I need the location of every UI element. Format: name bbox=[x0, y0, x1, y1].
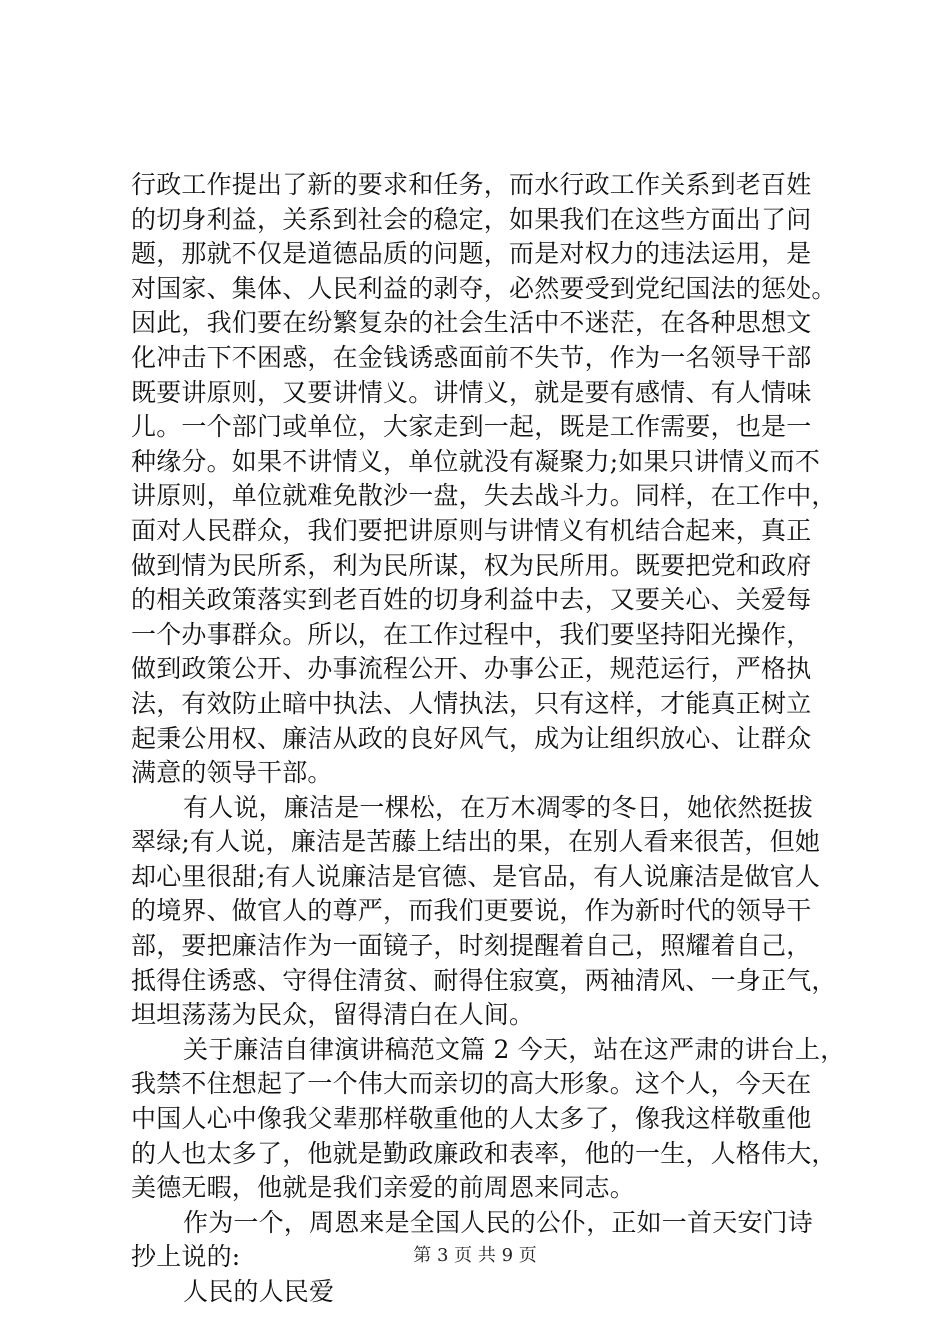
text-line: 有人说，廉洁是一棵松，在万木凋零的冬日，她依然挺拔 bbox=[183, 792, 814, 822]
text-line: 作为一个，周恩来是全国人民的公仆，正如一首天安门诗 bbox=[183, 1207, 814, 1237]
text-line: 人民的人民爱 bbox=[183, 1277, 335, 1306]
text-line: 化冲击下不困惑，在金钱诱惑面前不失节，作为一名领导干部 bbox=[131, 342, 812, 372]
text-line: 题，那就不仅是道德品质的问题，而是对权力的违法运用，是 bbox=[131, 239, 812, 269]
text-line: 法，有效防止暗中执法、人情执法，只有这样，才能真正树立 bbox=[131, 688, 812, 718]
text-line: 的人也太多了，他就是勤政廉政和表率，他的一生，人格伟大， bbox=[131, 1138, 837, 1168]
text-line: 美德无暇，他就是我们亲爱的前周恩来同志。 bbox=[131, 1173, 636, 1203]
text-line: 一个办事群众。所以，在工作过程中，我们要坚持阳光操作， bbox=[131, 619, 812, 649]
text-line: 抵得住诱惑、守得住清贫、耐得住寂寞，两袖清风、一身正气， bbox=[131, 965, 837, 995]
body-text bbox=[131, 168, 846, 1310]
text-line: 做到情为民所系，利为民所谋，权为民所用。既要把党和政府 bbox=[131, 550, 812, 580]
text-line: 行政工作提出了新的要求和任务，而水行政工作关系到老百姓 bbox=[131, 170, 812, 199]
text-line: 的切身利益，关系到社会的稳定，如果我们在这些方面出了问 bbox=[131, 204, 812, 234]
text-line: 起秉公用权、廉洁从政的良好风气，成为让组织放心、让群众 bbox=[131, 723, 812, 753]
text-line: 儿。一个部门或单位，大家走到一起，既是工作需要，也是一 bbox=[131, 412, 812, 442]
text-line: 关于廉洁自律演讲稿范文篇 2 今天，站在这严肃的讲台上， bbox=[183, 1034, 846, 1064]
text-line: 的境界、做官人的尊严，而我们更要说，作为新时代的领导干 bbox=[131, 896, 812, 926]
text-line: 翠绿;有人说，廉洁是苦藤上结出的果，在别人看来很苦，但她 bbox=[131, 827, 821, 857]
text-line: 面对人民群众，我们要把讲原则与讲情义有机结合起来，真正 bbox=[131, 515, 812, 545]
text-line: 讲原则，单位就难免散沙一盘，失去战斗力。同样，在工作中， bbox=[131, 481, 837, 511]
text-line: 种缘分。如果不讲情义，单位就没有凝聚力;如果只讲情义而不 bbox=[131, 446, 821, 476]
text-line: 既要讲原则，又要讲情义。讲情义，就是要有感情、有人情味 bbox=[131, 377, 812, 407]
text-line: 我禁不住想起了一个伟大而亲切的高大形象。这个人，今天在 bbox=[131, 1069, 812, 1099]
text-line: 对国家、集体、人民利益的剥夺，必然要受到党纪国法的惩处。 bbox=[131, 273, 837, 303]
page-footer: 第 3 页 共 9 页 bbox=[413, 1245, 537, 1266]
text-line: 坦坦荡荡为民众，留得清白在人间。 bbox=[131, 1000, 535, 1030]
text-line: 因此，我们要在纷繁复杂的社会生活中不迷茫，在各种思想文 bbox=[131, 308, 812, 338]
text-line: 抄上说的: bbox=[131, 1242, 241, 1272]
text-line: 却心里很甜;有人说廉洁是官德、是官品，有人说廉洁是做官人 bbox=[131, 861, 821, 891]
text-line: 做到政策公开、办事流程公开、办事公正，规范运行，严格执 bbox=[131, 654, 812, 684]
text-line: 满意的领导干部。 bbox=[131, 758, 333, 788]
text-line: 部，要把廉洁作为一面镜子，时刻提醒着自己，照耀着自己， bbox=[131, 931, 812, 961]
text-line: 中国人心中像我父辈那样敬重他的人太多了，像我这样敬重他 bbox=[131, 1104, 812, 1134]
text-line: 的相关政策落实到老百姓的切身利益中去，又要关心、关爱每 bbox=[131, 585, 812, 615]
